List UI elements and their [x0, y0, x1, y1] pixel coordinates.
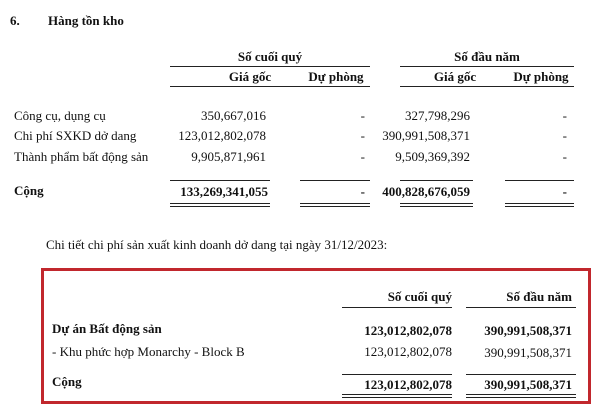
header-rule-start [400, 66, 574, 67]
row-end-cost: 123,012,802,078 [178, 128, 266, 143]
total-label: Cộng [14, 183, 44, 198]
section-number: 6. [10, 13, 20, 28]
total-rule-top [505, 180, 574, 181]
row-label: Thành phẩm bất động sản [14, 149, 149, 164]
header-provision-end: Dự phòng [308, 69, 364, 84]
total-start-cost: 400,828,676,059 [382, 184, 470, 199]
row-label: Chi phí SXKD dở dang [14, 128, 137, 143]
detail-total-start: 390,991,508,371 [484, 377, 572, 392]
row-start-provision: - [562, 128, 567, 143]
header-start-of-year: Số đầu năm [454, 49, 520, 64]
row-end-provision: - [360, 108, 365, 123]
detail-total-rule [466, 374, 576, 375]
item-end: 123,012,802,078 [364, 344, 452, 359]
project-start: 390,991,508,371 [484, 323, 572, 338]
total-end-cost: 133,269,341,055 [180, 184, 268, 199]
total-rule-top [400, 180, 473, 181]
detail-header-start: Số đầu năm [506, 289, 572, 304]
header-cost-end: Giá gốc [228, 69, 272, 84]
total-start-provision: - [562, 184, 567, 199]
row-start-provision: - [562, 108, 567, 123]
detail-total-double-rule [342, 394, 452, 398]
item-start: 390,991,508,371 [484, 345, 572, 360]
header-rule-end [170, 66, 370, 67]
project-end: 123,012,802,078 [364, 323, 452, 338]
total-double-rule [400, 203, 473, 207]
section-title: Hàng tồn kho [48, 13, 124, 28]
row-start-provision: - [562, 149, 567, 164]
row-start-cost: 390,991,508,371 [382, 128, 470, 143]
row-label: Công cụ, dụng cụ [14, 108, 106, 123]
detail-total-label: Cộng [52, 374, 82, 389]
detail-header-rule [342, 307, 452, 308]
item-label: - Khu phức hợp Monarchy - Block B [52, 344, 245, 359]
total-double-rule [170, 203, 270, 207]
row-end-provision: - [360, 128, 365, 143]
row-end-cost: 9,905,871,961 [191, 149, 266, 164]
detail-header-end: Số cuối quý [387, 289, 452, 304]
header-rule-end-bottom [170, 86, 370, 87]
header-end-of-quarter: Số cuối quý [237, 49, 303, 64]
row-start-cost: 9,509,369,392 [395, 149, 470, 164]
detail-header-rule [466, 307, 576, 308]
project-label: Dự án Bất động sản [52, 321, 162, 336]
header-provision-start: Dự phòng [513, 69, 569, 84]
detail-total-end: 123,012,802,078 [364, 377, 452, 392]
row-end-cost: 350,667,016 [201, 108, 266, 123]
row-end-provision: - [360, 149, 365, 164]
total-end-provision: - [360, 184, 365, 199]
row-start-cost: 327,798,296 [405, 108, 470, 123]
total-double-rule [300, 203, 370, 207]
total-rule-top [300, 180, 370, 181]
header-cost-start: Giá gốc [433, 69, 477, 84]
total-rule-top [170, 180, 270, 181]
detail-total-double-rule [466, 394, 576, 398]
total-double-rule [505, 203, 574, 207]
detail-total-rule [342, 374, 452, 375]
header-rule-start-bottom [400, 86, 574, 87]
detail-caption: Chi tiết chi phí sản xuất kinh doanh dở dang tại ngày 31/12/2023: [46, 237, 388, 252]
